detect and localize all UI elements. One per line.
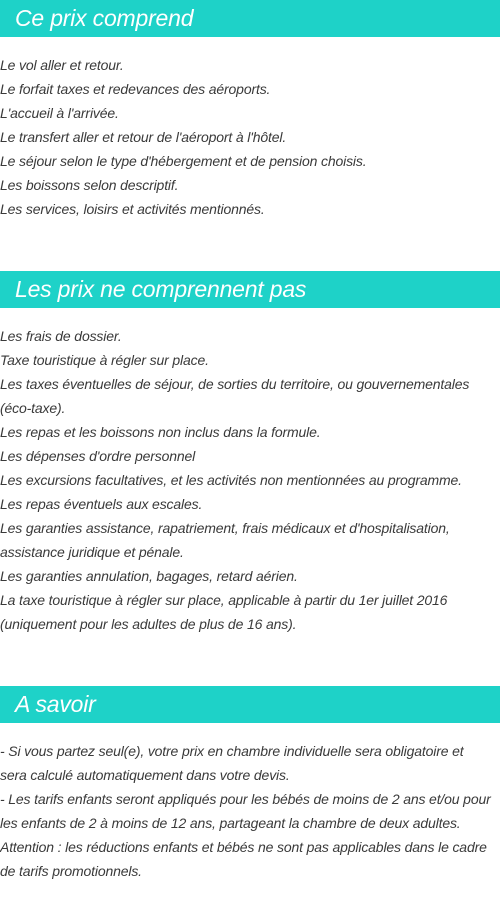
text-line: Les dépenses d'ordre personnel bbox=[0, 448, 196, 464]
section-price-includes bbox=[0, 0, 500, 221]
section-header bbox=[0, 0, 500, 37]
section-price-excludes bbox=[0, 271, 500, 636]
text-line: assistance juridique et pénale. bbox=[0, 544, 184, 560]
section-title: A savoir bbox=[15, 691, 96, 717]
text-line: les enfants de 2 à moins de 12 ans, partageant la chambre de deux adultes. bbox=[0, 815, 461, 831]
text-line: Taxe touristique à régler sur place. bbox=[0, 352, 209, 368]
section-body bbox=[0, 324, 500, 636]
text-line: Les garanties assistance, rapatriement, frais médicaux et d'hospitalisation, bbox=[0, 520, 450, 536]
section-title: Ce prix comprend bbox=[15, 5, 194, 31]
text-line: Le forfait taxes et redevances des aéroports. bbox=[0, 81, 271, 97]
section-good-to-know bbox=[0, 686, 500, 883]
text-line: Le séjour selon le type d'hébergement et de pension choisis. bbox=[0, 153, 367, 169]
text-line: (uniquement pour les adultes de plus de 16 ans). bbox=[0, 616, 297, 632]
text-line: Le transfert aller et retour de l'aéroport à l'hôtel. bbox=[0, 129, 287, 145]
text-line: Les garanties annulation, bagages, retard aérien. bbox=[0, 568, 298, 584]
text-line: Attention : les réductions enfants et bébés ne sont pas applicables dans le cadre bbox=[0, 839, 487, 855]
section-body bbox=[0, 739, 500, 883]
text-line: sera calculé automatiquement dans votre devis. bbox=[0, 767, 290, 783]
section-body bbox=[0, 53, 500, 221]
text-line: Les taxes éventuelles de séjour, de sorties du territoire, ou gouvernementales bbox=[0, 376, 470, 392]
text-line: Les services, loisirs et activités mentionnés. bbox=[0, 201, 265, 217]
text-line: (éco-taxe). bbox=[0, 400, 66, 416]
text-line: La taxe touristique à régler sur place, applicable à partir du 1er juillet 2016 bbox=[0, 592, 448, 608]
text-line: Les repas et les boissons non inclus dans la formule. bbox=[0, 424, 321, 440]
text-line: Les boissons selon descriptif. bbox=[0, 177, 179, 193]
section-header bbox=[0, 686, 500, 723]
text-line: Les excursions facultatives, et les activités non mentionnées au programme. bbox=[0, 472, 462, 488]
text-line: L'accueil à l'arrivée. bbox=[0, 105, 119, 121]
text-line: Les frais de dossier. bbox=[0, 328, 122, 344]
text-line: - Si vous partez seul(e), votre prix en chambre individuelle sera obligatoire et bbox=[0, 743, 464, 759]
text-line: Les repas éventuels aux escales. bbox=[0, 496, 203, 512]
text-line: de tarifs promotionnels. bbox=[0, 863, 142, 879]
section-header bbox=[0, 271, 500, 308]
text-line: - Les tarifs enfants seront appliqués pour les bébés de moins de 2 ans et/ou pour bbox=[0, 791, 491, 807]
section-title: Les prix ne comprennent pas bbox=[15, 276, 307, 302]
text-line: Le vol aller et retour. bbox=[0, 57, 124, 73]
